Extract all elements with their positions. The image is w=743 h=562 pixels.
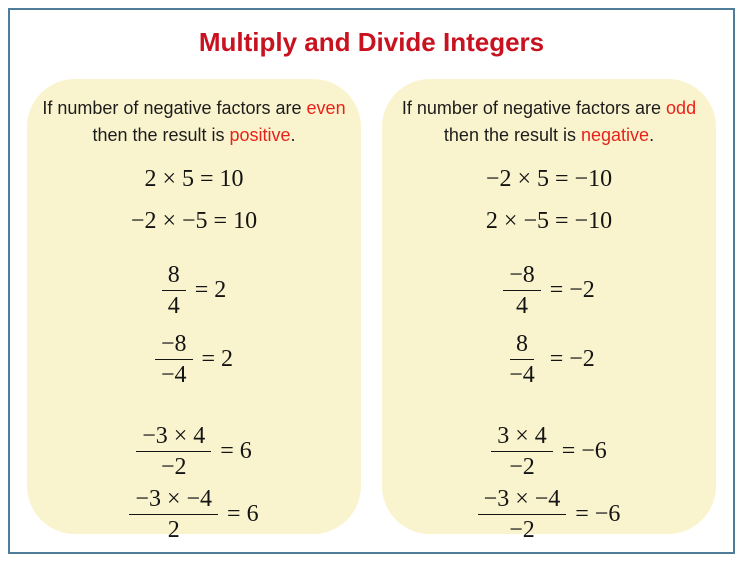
fraction-equation bbox=[382, 485, 716, 544]
fraction bbox=[503, 330, 541, 389]
fraction-numerator: 8 bbox=[510, 330, 534, 360]
rule-highlight-even: even bbox=[306, 98, 346, 118]
fraction bbox=[478, 485, 567, 544]
fraction-equation bbox=[27, 330, 361, 389]
fraction-result: = −2 bbox=[549, 277, 595, 303]
rule-highlight-negative: negative bbox=[581, 125, 650, 145]
fraction-numerator: −3 × −4 bbox=[129, 485, 218, 515]
panel-odd-negative bbox=[382, 79, 716, 543]
fraction bbox=[136, 422, 211, 481]
fraction bbox=[491, 422, 553, 481]
equation: 2 × 5 = 10 bbox=[144, 166, 244, 192]
fraction bbox=[155, 330, 193, 389]
fraction bbox=[162, 261, 186, 320]
fraction-denominator: −2 bbox=[509, 454, 535, 480]
fraction-denominator: −4 bbox=[160, 362, 187, 388]
fraction-equation bbox=[382, 261, 716, 320]
rule-text bbox=[35, 95, 353, 149]
fraction-result: = 6 bbox=[227, 501, 259, 527]
fraction-denominator: 2 bbox=[167, 517, 180, 543]
fraction-denominator: 4 bbox=[167, 293, 180, 319]
equation: −2 × −5 = 10 bbox=[130, 208, 258, 234]
rule-middle: then the result is bbox=[443, 125, 581, 145]
fraction-numerator: −8 bbox=[503, 261, 541, 291]
fraction-numerator: −3 × 4 bbox=[136, 422, 211, 452]
fraction-denominator: 4 bbox=[515, 293, 528, 319]
rule-prefix: If number of negative factors are bbox=[42, 98, 302, 118]
fraction-result: = 2 bbox=[194, 277, 227, 303]
fraction-equation bbox=[382, 330, 716, 389]
panels-container bbox=[10, 79, 733, 543]
fraction-equation bbox=[27, 261, 361, 320]
fraction-denominator: −4 bbox=[509, 362, 535, 388]
rule-suffix: . bbox=[290, 125, 296, 145]
fraction-equation bbox=[382, 422, 716, 481]
rule-text bbox=[390, 95, 708, 149]
fraction-denominator: −2 bbox=[509, 517, 535, 543]
fraction bbox=[129, 485, 218, 544]
rule-middle: then the result is bbox=[92, 125, 230, 145]
outer-border-frame bbox=[8, 8, 735, 554]
panel-even-positive bbox=[27, 79, 361, 543]
fraction-result: = 2 bbox=[201, 346, 234, 372]
page-title: Multiply and Divide Integers bbox=[198, 27, 545, 57]
fraction-result: = −2 bbox=[549, 346, 595, 372]
fraction-numerator: −8 bbox=[155, 330, 193, 360]
fraction-numerator: 8 bbox=[162, 261, 186, 291]
rule-prefix: If number of negative factors are bbox=[401, 98, 662, 118]
fraction-numerator: 3 × 4 bbox=[491, 422, 553, 452]
fraction-equation bbox=[27, 422, 361, 481]
rule-suffix: . bbox=[649, 125, 655, 145]
equation: −2 × 5 = −10 bbox=[485, 166, 613, 192]
fraction-result: = 6 bbox=[220, 438, 252, 464]
equation: 2 × −5 = −10 bbox=[485, 208, 613, 234]
fraction-result: = −6 bbox=[575, 501, 621, 527]
fraction-numerator: −3 × −4 bbox=[478, 485, 567, 515]
fraction-denominator: −2 bbox=[160, 454, 187, 480]
rule-highlight-positive: positive bbox=[229, 125, 291, 145]
rule-highlight-odd: odd bbox=[666, 98, 697, 118]
fraction bbox=[503, 261, 541, 320]
fraction-result: = −6 bbox=[561, 438, 607, 464]
fraction-equation bbox=[27, 485, 361, 544]
